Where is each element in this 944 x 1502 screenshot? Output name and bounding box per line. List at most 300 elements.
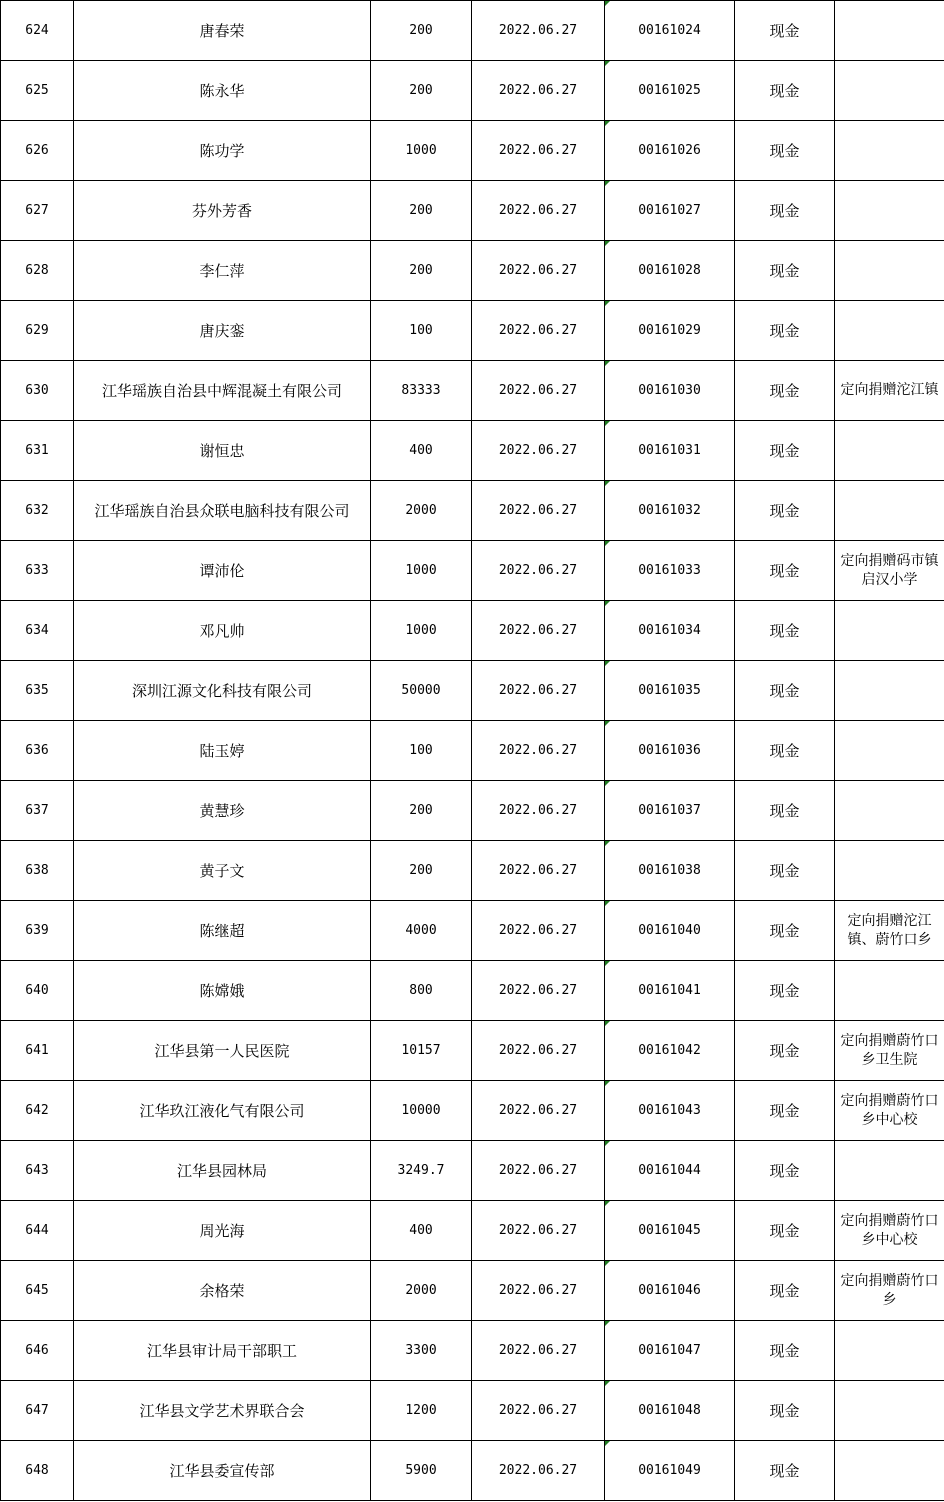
receipt-number-cell [605, 661, 735, 721]
row-number-cell [1, 361, 74, 421]
payment-method-cell [735, 601, 835, 661]
table-row [1, 1261, 944, 1321]
donation-date-cell [472, 61, 605, 121]
table-row [1, 121, 944, 181]
donation-amount-cell [371, 781, 472, 841]
receipt-number-cell [605, 1321, 735, 1381]
row-number-cell [1, 661, 74, 721]
receipt-number: 00161024 [638, 23, 701, 38]
donation-date: 2022.06.27 [498, 203, 578, 218]
donation-date: 2022.06.27 [498, 83, 578, 98]
row-number-cell [1, 1381, 74, 1441]
donor-name-cell [74, 61, 371, 121]
payment-method: 现金 [769, 742, 800, 760]
donor-name-cell [74, 841, 371, 901]
text-format-marker [605, 301, 610, 306]
donor-name: 江华县委宣传部 [169, 1462, 275, 1480]
row-number-cell [1, 61, 74, 121]
remark-cell [835, 1081, 944, 1141]
table-row [1, 61, 944, 121]
row-number-cell [1, 601, 74, 661]
receipt-number: 00161041 [638, 983, 701, 998]
donation-date-cell [472, 1381, 605, 1441]
donor-name: 江华瑶族自治县中辉混凝土有限公司 [101, 382, 342, 400]
text-format-marker [605, 1381, 610, 1386]
text-format-marker [605, 1441, 610, 1446]
donation-date: 2022.06.27 [498, 983, 578, 998]
table-row [1, 661, 944, 721]
text-format-marker [605, 1321, 610, 1326]
receipt-number: 00161045 [638, 1223, 701, 1238]
receipt-number: 00161025 [638, 83, 701, 98]
donation-date: 2022.06.27 [498, 443, 578, 458]
donation-date-cell [472, 1321, 605, 1381]
payment-method: 现金 [769, 142, 800, 160]
row-number-cell [1, 121, 74, 181]
receipt-number-cell [605, 241, 735, 301]
table-row [1, 1321, 944, 1381]
receipt-number: 00161028 [638, 263, 701, 278]
donation-date-cell [472, 661, 605, 721]
table-row [1, 241, 944, 301]
donation-date: 2022.06.27 [498, 1043, 578, 1058]
row-number-cell [1, 901, 74, 961]
payment-method-cell [735, 1141, 835, 1201]
donation-date-cell [472, 1021, 605, 1081]
donor-name: 江华瑶族自治县众联电脑科技有限公司 [94, 502, 350, 520]
donor-name: 余格荣 [199, 1282, 245, 1300]
payment-method: 现金 [769, 982, 800, 1000]
receipt-number-cell [605, 1201, 735, 1261]
table-row [1, 961, 944, 1021]
receipt-number: 00161042 [638, 1043, 701, 1058]
donation-amount: 2000 [405, 503, 437, 518]
payment-method-cell [735, 1321, 835, 1381]
donation-date-cell [472, 1, 605, 61]
donation-amount: 200 [409, 263, 433, 278]
donation-amount-cell [371, 841, 472, 901]
table-row [1, 1441, 944, 1501]
donor-name-cell [74, 1261, 371, 1321]
receipt-number-cell [605, 1141, 735, 1201]
donation-amount: 100 [409, 743, 433, 758]
receipt-number-cell [605, 1, 735, 61]
donor-name: 陈继超 [199, 922, 245, 940]
row-number: 648 [25, 1463, 49, 1478]
donation-amount-cell [371, 421, 472, 481]
donation-date-cell [472, 301, 605, 361]
remark-cell [835, 781, 944, 841]
receipt-number-cell [605, 1441, 735, 1501]
remark-cell [835, 901, 944, 961]
donor-name-cell [74, 781, 371, 841]
text-format-marker [605, 901, 610, 906]
table-row [1, 781, 944, 841]
remark-cell [835, 61, 944, 121]
donation-amount: 83333 [401, 383, 441, 398]
receipt-number: 00161035 [638, 683, 701, 698]
donor-name: 唐庆銮 [199, 322, 245, 340]
donor-name: 江华县园林局 [176, 1162, 267, 1180]
donation-amount-cell [371, 661, 472, 721]
payment-method: 现金 [769, 22, 800, 40]
donation-date: 2022.06.27 [498, 1283, 578, 1298]
text-format-marker [605, 481, 610, 486]
donor-name-cell [74, 901, 371, 961]
donation-amount-cell [371, 1, 472, 61]
payment-method: 现金 [769, 1102, 800, 1120]
donation-amount-cell [371, 121, 472, 181]
donor-name: 陈功学 [199, 142, 245, 160]
payment-method-cell [735, 721, 835, 781]
donation-date-cell [472, 361, 605, 421]
payment-method: 现金 [769, 202, 800, 220]
donor-name: 邓凡帅 [199, 622, 245, 640]
donor-name: 陆玉婷 [199, 742, 245, 760]
donor-name: 谭沛伦 [199, 562, 245, 580]
table-row [1, 301, 944, 361]
donor-name-cell [74, 721, 371, 781]
receipt-number-cell [605, 1021, 735, 1081]
receipt-number: 00161036 [638, 743, 701, 758]
row-number: 643 [25, 1163, 49, 1178]
payment-method-cell [735, 481, 835, 541]
donation-amount: 200 [409, 203, 433, 218]
receipt-number: 00161027 [638, 203, 701, 218]
payment-method: 现金 [769, 442, 800, 460]
donation-amount: 800 [409, 983, 433, 998]
donor-name: 李仁萍 [199, 262, 245, 280]
donor-name: 黄子文 [199, 862, 245, 880]
payment-method-cell [735, 961, 835, 1021]
donor-name-cell [74, 481, 371, 541]
text-format-marker [605, 1141, 610, 1146]
text-format-marker [605, 181, 610, 186]
remark-cell [835, 1, 944, 61]
payment-method: 现金 [769, 1342, 800, 1360]
receipt-number-cell [605, 1381, 735, 1441]
receipt-number: 00161046 [638, 1283, 701, 1298]
payment-method: 现金 [769, 682, 800, 700]
payment-method-cell [735, 1081, 835, 1141]
remark-cell [835, 961, 944, 1021]
payment-method: 现金 [769, 622, 800, 640]
row-number-cell [1, 841, 74, 901]
donation-amount: 10000 [401, 1103, 441, 1118]
donation-date-cell [472, 601, 605, 661]
remark-cell [835, 721, 944, 781]
payment-method-cell [735, 661, 835, 721]
payment-method-cell [735, 301, 835, 361]
donation-date-cell [472, 1081, 605, 1141]
remark-cell [835, 1201, 944, 1261]
donation-amount-cell [371, 1021, 472, 1081]
table-row [1, 421, 944, 481]
donor-name: 陈永华 [199, 82, 245, 100]
receipt-number: 00161029 [638, 323, 701, 338]
receipt-number: 00161043 [638, 1103, 701, 1118]
donor-name-cell [74, 1081, 371, 1141]
donation-amount: 1000 [405, 143, 437, 158]
donation-amount-cell [371, 1381, 472, 1441]
donation-amount: 3300 [405, 1343, 437, 1358]
text-format-marker [605, 721, 610, 726]
payment-method-cell [735, 781, 835, 841]
receipt-number-cell [605, 841, 735, 901]
donation-date-cell [472, 541, 605, 601]
remark: 定向捐赠蔚竹口乡中心校 [840, 1212, 939, 1248]
remark-cell [835, 1141, 944, 1201]
donation-date: 2022.06.27 [498, 1403, 578, 1418]
donation-date-cell [472, 181, 605, 241]
remark-cell [835, 481, 944, 541]
payment-method-cell [735, 1, 835, 61]
donor-name-cell [74, 361, 371, 421]
donor-name-cell [74, 961, 371, 1021]
payment-method-cell [735, 181, 835, 241]
table-row [1, 481, 944, 541]
donation-date-cell [472, 481, 605, 541]
table-row [1, 601, 944, 661]
row-number-cell [1, 1261, 74, 1321]
text-format-marker [605, 1, 610, 6]
row-number-cell [1, 781, 74, 841]
text-format-marker [605, 661, 610, 666]
donation-date: 2022.06.27 [498, 1463, 578, 1478]
donation-amount-cell [371, 1081, 472, 1141]
receipt-number-cell [605, 961, 735, 1021]
payment-method-cell [735, 901, 835, 961]
remark-cell [835, 841, 944, 901]
text-format-marker [605, 1201, 610, 1206]
donor-name: 陈嫦娥 [199, 982, 245, 1000]
donation-amount-cell [371, 1201, 472, 1261]
donation-amount-cell [371, 361, 472, 421]
receipt-number: 00161030 [638, 383, 701, 398]
donation-date-cell [472, 1441, 605, 1501]
text-format-marker [605, 361, 610, 366]
donor-name: 黄慧珍 [199, 802, 245, 820]
receipt-number: 00161040 [638, 923, 701, 938]
text-format-marker [605, 1021, 610, 1026]
text-format-marker [605, 841, 610, 846]
payment-method-cell [735, 361, 835, 421]
payment-method-cell [735, 1021, 835, 1081]
table-row [1, 1021, 944, 1081]
donation-amount: 1000 [405, 623, 437, 638]
donor-name-cell [74, 541, 371, 601]
donation-date-cell [472, 241, 605, 301]
row-number: 646 [25, 1343, 49, 1358]
receipt-number-cell [605, 721, 735, 781]
table-row [1, 1381, 944, 1441]
donation-amount-cell [371, 1321, 472, 1381]
row-number: 641 [25, 1043, 49, 1058]
table-row [1, 1081, 944, 1141]
table-row [1, 541, 944, 601]
row-number-cell [1, 181, 74, 241]
donor-name: 江华玖江液化气有限公司 [139, 1102, 305, 1120]
row-number-cell [1, 1201, 74, 1261]
donor-name: 江华县第一人民医院 [154, 1042, 290, 1060]
donation-date-cell [472, 1141, 605, 1201]
row-number-cell [1, 241, 74, 301]
donation-amount: 3249.7 [397, 1163, 445, 1178]
donation-amount-cell [371, 901, 472, 961]
payment-method: 现金 [769, 802, 800, 820]
remark-cell [835, 661, 944, 721]
receipt-number: 00161048 [638, 1403, 701, 1418]
row-number-cell [1, 1021, 74, 1081]
donation-amount-cell [371, 1441, 472, 1501]
payment-method-cell [735, 241, 835, 301]
donor-name-cell [74, 1441, 371, 1501]
donation-amount: 1200 [405, 1403, 437, 1418]
row-number: 634 [25, 623, 49, 638]
row-number: 633 [25, 563, 49, 578]
donation-amount: 400 [409, 443, 433, 458]
donation-date: 2022.06.27 [498, 1343, 578, 1358]
receipt-number-cell [605, 1261, 735, 1321]
receipt-number-cell [605, 541, 735, 601]
donor-name-cell [74, 1201, 371, 1261]
payment-method-cell [735, 61, 835, 121]
text-format-marker [605, 421, 610, 426]
table-row [1, 901, 944, 961]
table-row [1, 181, 944, 241]
donation-amount-cell [371, 1261, 472, 1321]
donation-amount-cell [371, 61, 472, 121]
donation-amount: 200 [409, 23, 433, 38]
donation-date: 2022.06.27 [498, 383, 578, 398]
remark-cell [835, 1021, 944, 1081]
donor-name-cell [74, 1381, 371, 1441]
payment-method-cell [735, 541, 835, 601]
row-number: 632 [25, 503, 49, 518]
donation-date: 2022.06.27 [498, 323, 578, 338]
text-format-marker [605, 241, 610, 246]
payment-method-cell [735, 1261, 835, 1321]
receipt-number: 00161026 [638, 143, 701, 158]
text-format-marker [605, 601, 610, 606]
donation-amount-cell [371, 601, 472, 661]
row-number: 647 [25, 1403, 49, 1418]
table-row [1, 1201, 944, 1261]
row-number-cell [1, 541, 74, 601]
donation-amount-cell [371, 721, 472, 781]
row-number: 629 [25, 323, 49, 338]
donor-name-cell [74, 301, 371, 361]
remark-cell [835, 1441, 944, 1501]
donation-date-cell [472, 781, 605, 841]
row-number: 627 [25, 203, 49, 218]
payment-method-cell [735, 1441, 835, 1501]
receipt-number: 00161044 [638, 1163, 701, 1178]
remark: 定向捐赠蔚竹口乡中心校 [840, 1092, 939, 1128]
donation-amount-cell [371, 181, 472, 241]
donation-date: 2022.06.27 [498, 143, 578, 158]
row-number-cell [1, 481, 74, 541]
remark-cell [835, 181, 944, 241]
donation-amount: 2000 [405, 1283, 437, 1298]
donation-amount-cell [371, 481, 472, 541]
payment-method-cell [735, 121, 835, 181]
payment-method: 现金 [769, 562, 800, 580]
receipt-number-cell [605, 901, 735, 961]
row-number: 645 [25, 1283, 49, 1298]
table-row [1, 361, 944, 421]
donor-name: 江华县文学艺术界联合会 [139, 1402, 305, 1420]
table-row [1, 1141, 944, 1201]
receipt-number-cell [605, 361, 735, 421]
payment-method: 现金 [769, 922, 800, 940]
donation-amount: 200 [409, 83, 433, 98]
remark-cell [835, 121, 944, 181]
donation-date: 2022.06.27 [498, 23, 578, 38]
receipt-number: 00161033 [638, 563, 701, 578]
donation-date: 2022.06.27 [498, 803, 578, 818]
donation-date: 2022.06.27 [498, 743, 578, 758]
donation-date-cell [472, 1261, 605, 1321]
receipt-number: 00161034 [638, 623, 701, 638]
payment-method: 现金 [769, 862, 800, 880]
remark: 定向捐赠码市镇启汉小学 [840, 552, 939, 588]
remark: 定向捐赠沱江镇 [840, 382, 939, 398]
receipt-number: 00161037 [638, 803, 701, 818]
donation-date-cell [472, 721, 605, 781]
donor-name: 深圳江源文化科技有限公司 [131, 682, 312, 700]
receipt-number-cell [605, 781, 735, 841]
donor-name-cell [74, 181, 371, 241]
receipt-number: 00161047 [638, 1343, 701, 1358]
row-number: 631 [25, 443, 49, 458]
remark: 定向捐赠蔚竹口乡卫生院 [840, 1032, 939, 1068]
payment-method: 现金 [769, 82, 800, 100]
receipt-number-cell [605, 61, 735, 121]
row-number: 630 [25, 383, 49, 398]
donation-amount: 10157 [401, 1043, 441, 1058]
receipt-number: 00161031 [638, 443, 701, 458]
donor-name: 谢恒忠 [199, 442, 245, 460]
donation-amount: 200 [409, 863, 433, 878]
row-number-cell [1, 961, 74, 1021]
row-number: 644 [25, 1223, 49, 1238]
donation-date-cell [472, 1201, 605, 1261]
table-body [1, 1, 944, 1501]
donor-name-cell [74, 121, 371, 181]
receipt-number-cell [605, 181, 735, 241]
donation-amount: 100 [409, 323, 433, 338]
row-number: 625 [25, 83, 49, 98]
donation-date: 2022.06.27 [498, 1223, 578, 1238]
row-number-cell [1, 721, 74, 781]
donation-amount: 200 [409, 803, 433, 818]
donation-date: 2022.06.27 [498, 1163, 578, 1178]
donation-amount-cell [371, 1141, 472, 1201]
text-format-marker [605, 781, 610, 786]
row-number: 642 [25, 1103, 49, 1118]
text-format-marker [605, 61, 610, 66]
payment-method: 现金 [769, 1402, 800, 1420]
donation-amount-cell [371, 541, 472, 601]
donation-date: 2022.06.27 [498, 683, 578, 698]
donation-date-cell [472, 961, 605, 1021]
receipt-number-cell [605, 1081, 735, 1141]
row-number-cell [1, 1441, 74, 1501]
donor-name-cell [74, 601, 371, 661]
receipt-number: 00161032 [638, 503, 701, 518]
payment-method: 现金 [769, 322, 800, 340]
